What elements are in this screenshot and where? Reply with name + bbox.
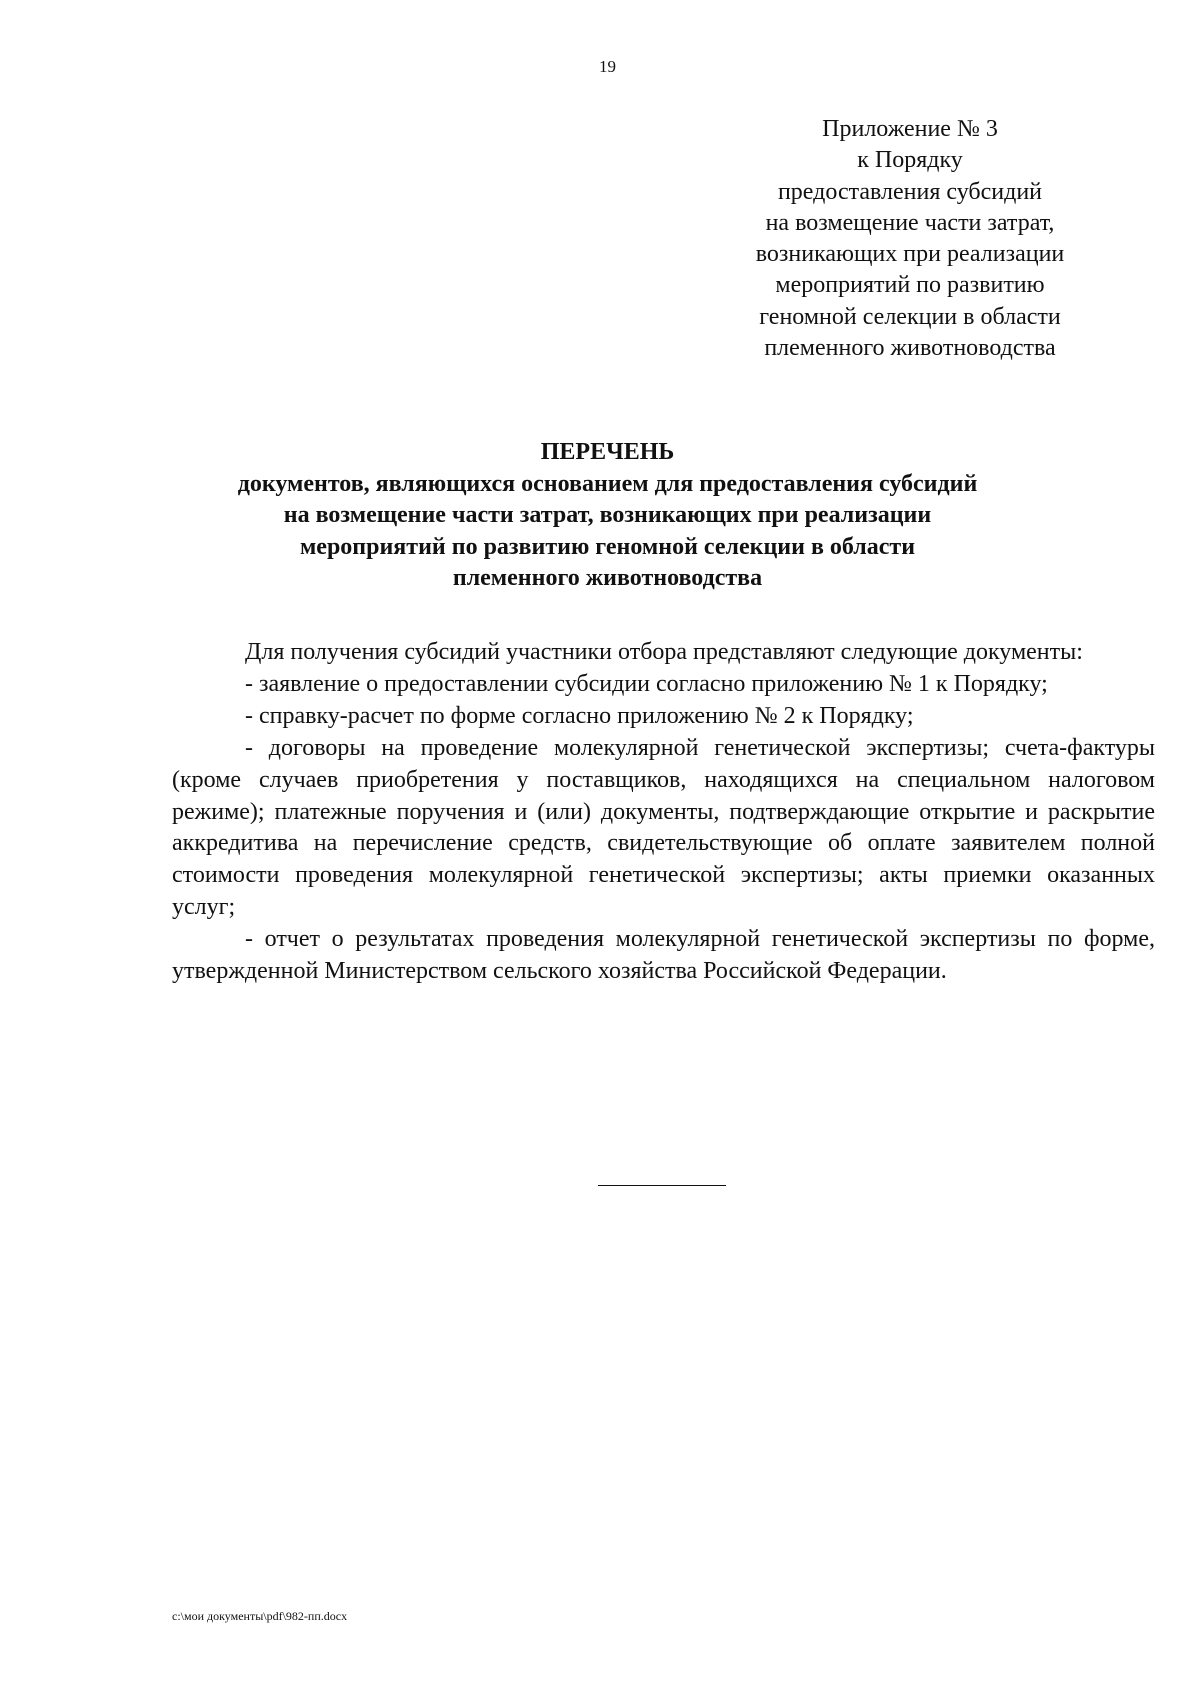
appendix-line: племенного животноводства: [764, 335, 1056, 362]
page-number: 19: [599, 57, 616, 76]
document-heading: [150, 437, 1065, 595]
appendix-block: [690, 114, 1130, 364]
list-item-application: - заявление о предоставлении субсидии согласно приложению № 1 к Порядку;: [245, 670, 1048, 697]
list-item-calculation: - справку-расчет по форме согласно приложению № 2 к Порядку;: [245, 702, 914, 729]
heading-subtitle-line: документов, являющихся основанием для предоставления субсидий: [237, 470, 978, 497]
appendix-line: возникающих при реализации: [755, 241, 1065, 268]
appendix-line: геномной селекции в области: [759, 303, 1061, 330]
footer-file-path: c:\мои документы\pdf\982-пп.docx: [172, 1609, 348, 1623]
appendix-line: на возмещение части затрат,: [765, 209, 1055, 236]
heading-subtitle-line: мероприятий по развитию геномной селекции в области: [299, 533, 916, 560]
appendix-line: предоставления субсидий: [777, 178, 1043, 205]
heading-subtitle-line: племенного животноводства: [452, 565, 763, 591]
appendix-line: мероприятий по развитию: [775, 272, 1045, 299]
list-item-report: - отчет о результатах проведения молекулярной генетической экспертизы по форме, утвержденной Министерством сельского хозяйства Российской Федерации.: [172, 926, 1155, 985]
heading-subtitle-line: на возмещение части затрат, возникающих при реализации: [283, 502, 932, 528]
list-item-contracts: - договоры на проведение молекулярной генетической экспертизы; счета-фактуры (кроме случаев приобретения у поставщиков, находящихся на специальном налоговом режиме); платежные поручения и (или) документы, подтверждающие открытие и раскрытие аккредитива на перечисление средств, свидетельствующие об оплате заявителем полной стоимости проведения молекулярной генетической экспертизы; акты приемки оказанных услуг;: [172, 734, 1155, 921]
closing-separator-line: [598, 1185, 726, 1186]
appendix-line: Приложение № 3: [822, 116, 998, 142]
appendix-line: к Порядку: [857, 147, 963, 174]
intro-paragraph: Для получения субсидий участники отбора представляют следующие документы:: [245, 639, 1083, 665]
document-body: [172, 637, 1155, 988]
heading-title: ПЕРЕЧЕНЬ: [540, 439, 675, 465]
